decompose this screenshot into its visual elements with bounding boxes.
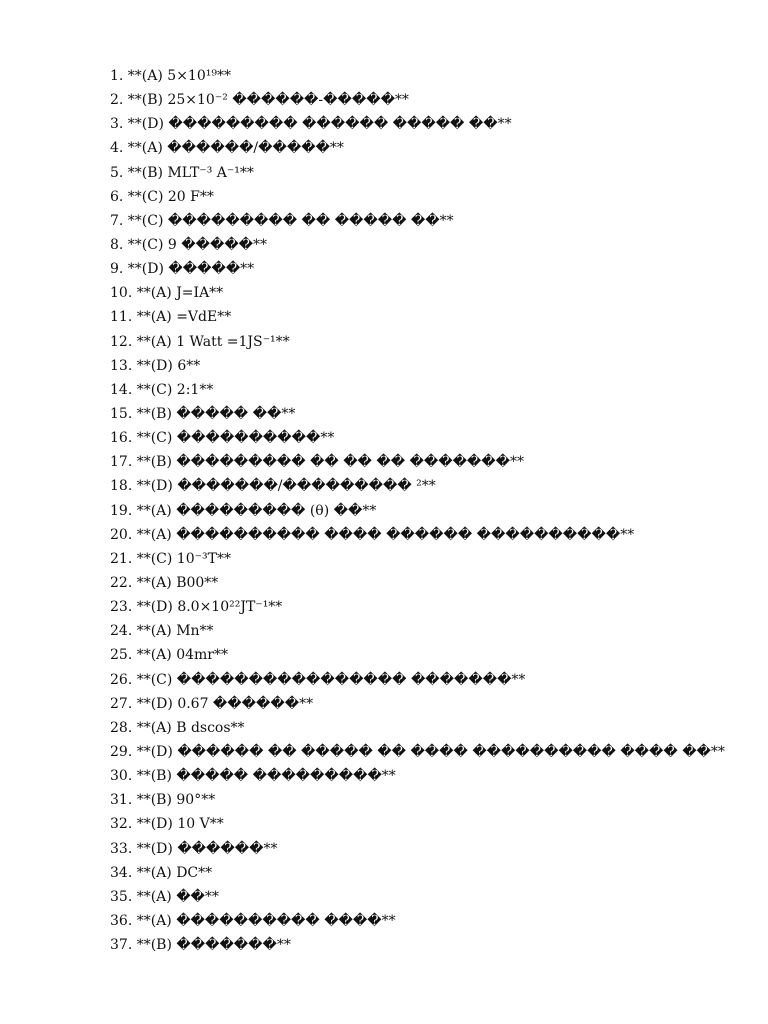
answer-line: 29. **(D) ������ �� ����� �� ���� ���������� ���� ��** [110, 743, 725, 760]
answer-line: 28. **(A) B dscos** [110, 719, 245, 736]
answer-line: 25. **(A) 04mr** [110, 647, 228, 664]
answer-line: 16. **(C) ����������** [110, 430, 335, 447]
answer-line: 2. **(B) 25×10⁻² ������-�����** [110, 92, 409, 109]
answer-line: 34. **(A) DC** [110, 864, 213, 881]
answer-line: 6. **(C) 20 F** [110, 188, 214, 205]
answer-line: 14. **(C) 2:1** [110, 381, 214, 398]
answer-line: 7. **(C) ��������� �� ����� ��** [110, 212, 454, 229]
answer-line: 21. **(C) 10⁻³T** [110, 550, 231, 567]
answer-line: 11. **(A) =VdE** [110, 309, 232, 326]
answer-line: 4. **(A) ������/�����** [110, 140, 344, 157]
answer-line: 32. **(D) 10 V** [110, 816, 224, 833]
answer-line: 37. **(B) �������** [110, 937, 291, 954]
answer-line: 27. **(D) 0.67 ������** [110, 695, 314, 712]
answer-line: 5. **(B) MLT⁻³ A⁻¹** [110, 164, 254, 181]
answer-line: 8. **(C) 9 �����** [110, 236, 268, 253]
answer-line: 23. **(D) 8.0×10²²JT⁻¹** [110, 599, 283, 616]
answer-line: 35. **(A) ��** [110, 888, 219, 905]
answer-line: 36. **(A) ���������� ����** [110, 912, 396, 929]
answer-line: 19. **(A) ��������� (θ) ��** [110, 502, 377, 519]
answer-line: 3. **(D) ��������� ������ ����� ��** [110, 116, 512, 133]
answer-line: 33. **(D) ������** [110, 840, 278, 857]
answer-line: 15. **(B) ����� ��** [110, 405, 296, 422]
answer-line: 22. **(A) B00** [110, 574, 219, 591]
answer-line: 24. **(A) Mn** [110, 623, 214, 640]
answer-line: 12. **(A) 1 Watt =1JS⁻¹** [110, 333, 290, 350]
answer-line: 1. **(A) 5×10¹⁹** [110, 68, 231, 84]
answer-list [110, 64, 725, 957]
answer-line: 30. **(B) ����� ���������** [110, 768, 396, 785]
answer-line: 26. **(C) ���������������� �������** [110, 671, 526, 688]
answer-line: 20. **(A) ���������� ���� ������ ����������** [110, 526, 635, 543]
answer-line: 13. **(D) 6** [110, 357, 201, 374]
answer-line: 9. **(D) �����** [110, 261, 255, 278]
answer-line: 31. **(B) 90°** [110, 792, 216, 809]
answer-line: 10. **(A) J=IA** [110, 285, 224, 302]
answer-line: 17. **(B) ��������� �� �� �� �������** [110, 454, 524, 471]
answer-line: 18. **(D) �������/��������� ²** [110, 478, 436, 495]
